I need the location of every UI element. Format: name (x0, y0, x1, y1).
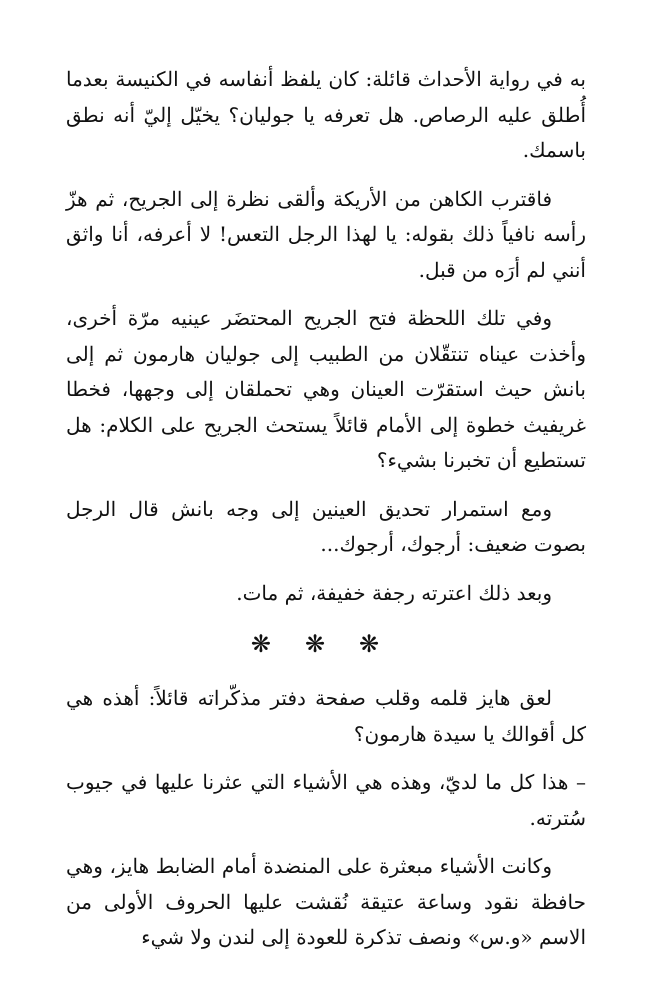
asterisk-ornament-icon: ❋ (359, 630, 402, 658)
paragraph-continuation: به في رواية الأحداث قائلة: كان يلفظ أنفاسه في الكنيسة بعدما أُطلق عليه الرصاص. هل تعرفه يا جوليان؟ يخيّل إليّ أنه نطق باسمك. (66, 67, 586, 162)
section-break (66, 629, 586, 659)
paragraph-wounded-eyes: وفي تلك اللحظة فتح الجريح المحتضَر عينيه مرّة أخرى، وأخذت عيناه تنتقّلان من الطبيب إلى جوليان هارمون ثم إلى بانش حيث استقرّت العينان وهي تحملقان إلى وجهها، فخطا غريفيث خطوة إلى الأمام قائلاً يستحث الجريح على الكلام: هل تستطيع أن تخبرنا بشيء؟ (66, 306, 586, 472)
paragraph-priest-approach: فاقترب الكاهن من الأريكة وألقى نظرة إلى الجريح، ثم هزّ رأسه نافياً ذلك بقوله: يا لهذا الرجل التعس! لا أعرفه، أنا واثق أنني لم أرَه من قبل. (66, 186, 586, 282)
paragraph-death: وبعد ذلك اعترته رجفة خفيفة، ثم مات. (236, 580, 552, 605)
book-page (66, 62, 586, 969)
asterisk-ornament-icon: ❋ (304, 630, 348, 658)
asterisk-ornament-icon: ❋ (250, 630, 293, 658)
paragraph-weak-voice: ومع استمرار تحديق العينين إلى وجه بانش قال الرجل بصوت ضعيف: أرجوك، أرجوك... (66, 496, 586, 556)
paragraph-hayes-question: لعق هايز قلمه وقلب صفحة دفتر مذكّراته قائلاً: أهذه هي كل أقوالك يا سيدة هارمون؟ (66, 686, 586, 746)
paragraph-scattered-items: وكانت الأشياء مبعثرة على المنضدة أمام الضابط هايز، وهي حافظة نقود وساعة عتيقة نُقشت عليها الحروف الأولى من الاسم «و.س» ونصف تذكرة للعودة إلى لندن ولا شيء (66, 854, 586, 949)
paragraph-reply: – هذا كل ما لديّ، وهذه هي الأشياء التي عثرنا عليها في جيوب سُترته. (66, 770, 586, 830)
